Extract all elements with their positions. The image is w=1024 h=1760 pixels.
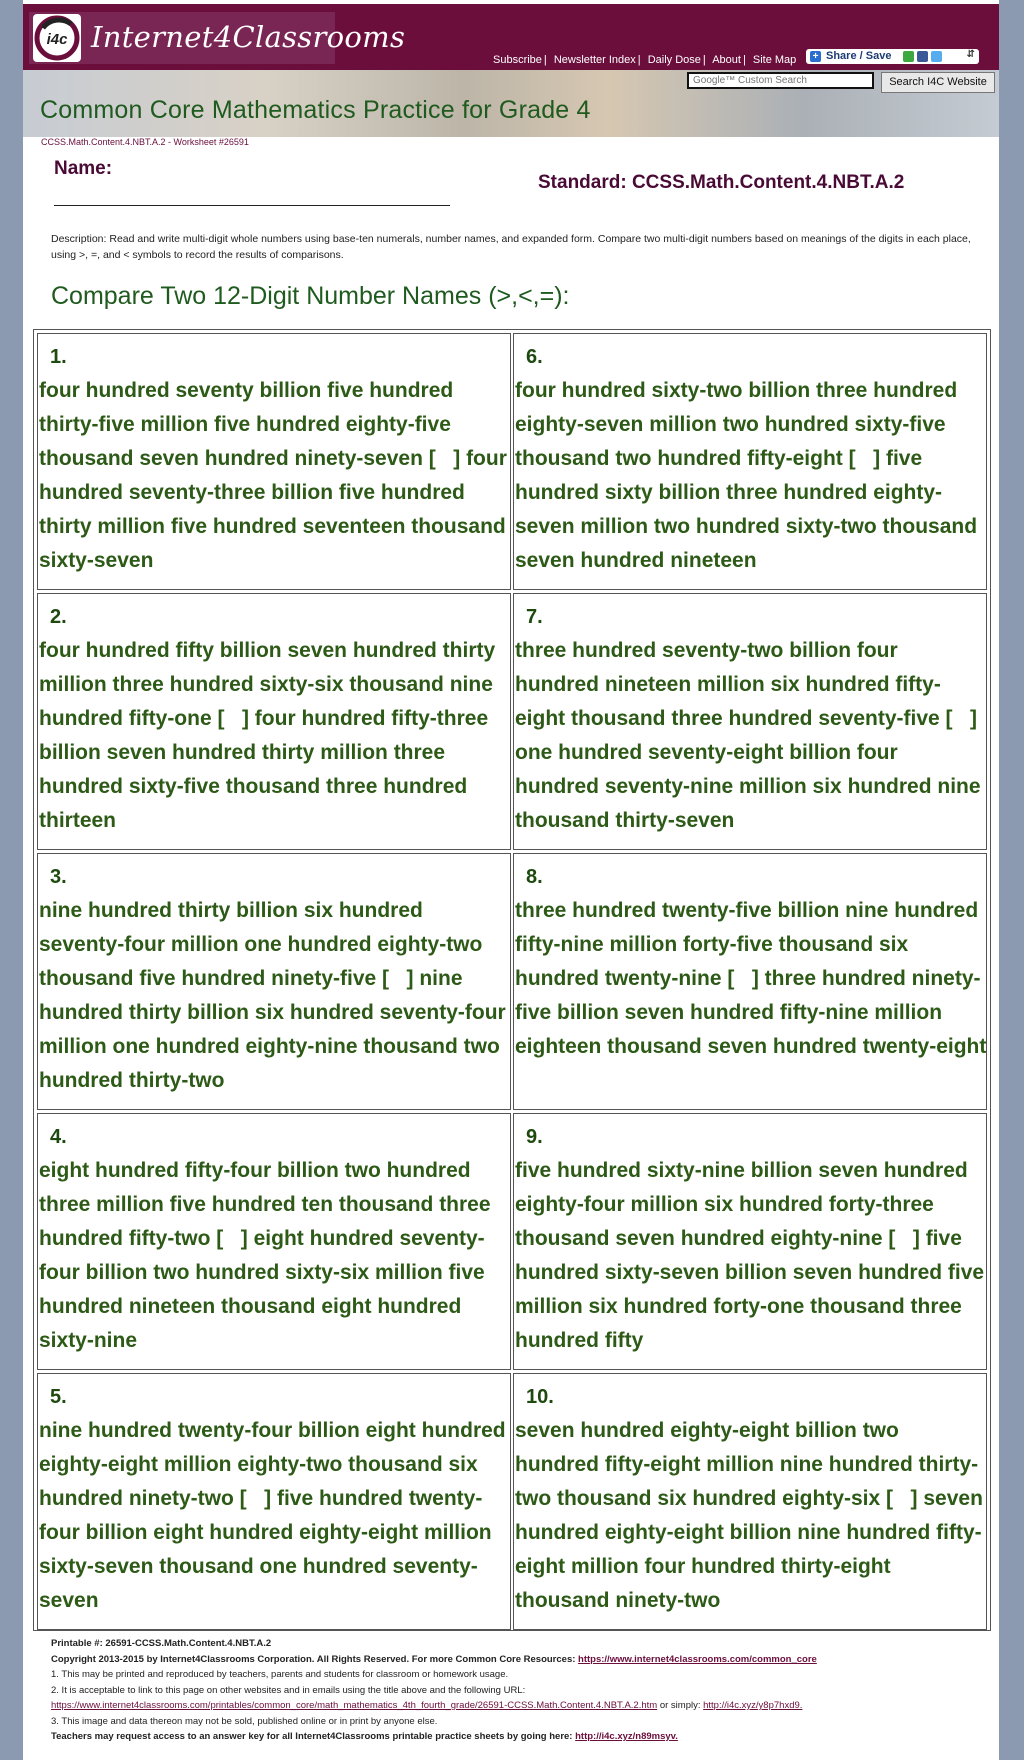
note-2: 2. It is acceptable to link to this page on other websites and in emails using the title above and the following URL: [51, 1684, 526, 1696]
problem-text: nine hundred thirty billion six hundred seventy-four million one hundred eighty-two thousand five hundred ninety-five [ ] nine hundred thirty billion six hundred seventy-four million one hundred eighty-nine thousand two hundred thirty-two [39, 899, 506, 1092]
problem-cell [37, 853, 511, 1110]
problem-text: three hundred twenty-five billion nine hundred fifty-nine million forty-five thousand six hundred twenty-nine [ ] three hundred ninety-five billion seven hundred fifty-nine million eighteen thousand seven hundred twenty-eight [515, 899, 987, 1058]
problem-cell [513, 1113, 987, 1370]
problem-cell [513, 853, 987, 1110]
name-line [54, 205, 450, 206]
problem-cell [513, 1373, 987, 1630]
problem-cell [37, 1113, 511, 1370]
problem-text: three hundred seventy-two billion four hundred nineteen million six hundred fifty-eight thousand three hundred seventy-five [ ] one hundred seventy-eight billion four hundred seventy-nine million six hundred nine thousand thirty-seven [515, 639, 981, 832]
nav-daily-dose[interactable]: Daily Dose [647, 54, 701, 66]
answer-key-line [51, 1729, 991, 1745]
page-banner [23, 70, 999, 137]
problems-table [33, 329, 991, 1631]
share-email-icon [903, 51, 914, 62]
search-input[interactable] [687, 72, 874, 89]
site-logo[interactable] [29, 12, 406, 64]
problem-number: 1. [50, 346, 67, 368]
nav-about[interactable]: About [712, 54, 741, 66]
problem-number: 5. [50, 1386, 67, 1408]
share-save-button[interactable] [806, 49, 979, 64]
common-core-link[interactable]: https://www.internet4classrooms.com/common_core [578, 1653, 817, 1665]
copyright-text: Copyright 2013-2015 by Internet4Classrooms Corporation. All Rights Reserved. For more Common Core Resources: [51, 1653, 576, 1665]
url-line [51, 1698, 991, 1714]
problem-text: five hundred sixty-nine billion seven hundred eighty-four million six hundred forty-three thousand seven hundred eighty-nine [ ] five hundred sixty-seven billion seven hundred five million six hundred forty-one thousand three hundred fifty [515, 1159, 985, 1352]
problem-number: 6. [526, 346, 543, 368]
problem-number: 8. [526, 866, 543, 888]
worksheet-id-line: CCSS.Math.Content.4.NBT.A.2 - Worksheet #26591 [41, 137, 249, 147]
nav-newsletter-index[interactable]: Newsletter Index [553, 54, 636, 66]
problem-number: 4. [50, 1126, 67, 1148]
problem-text: four hundred seventy billion five hundred thirty-five million five hundred eighty-five thousand seven hundred ninety-seven [ ] four hundred seventy-three billion five hundred thirty million five hundred seventeen thousand sixty-seven [39, 379, 507, 572]
problem-cell [513, 593, 987, 850]
logo-badge [33, 14, 81, 62]
answer-key-link[interactable]: http://i4c.xyz/n89msyv. [575, 1731, 678, 1742]
section-title: Compare Two 12-Digit Number Names (>,<,=): [51, 282, 570, 310]
share-save-label: Share / Save [826, 50, 892, 62]
problem-number: 7. [526, 606, 543, 628]
short-url-link[interactable]: http://i4c.xyz/y8p7hxd9. [703, 1700, 803, 1711]
logo-text: Internet4Classrooms [91, 20, 406, 54]
problem-number: 9. [526, 1126, 543, 1148]
top-nav: Subscribe | Newsletter Index | Daily Dose | About | Site Map [493, 54, 797, 66]
site-header [23, 4, 999, 70]
problem-cell [513, 333, 987, 590]
url-or-text: or simply: [659, 1700, 701, 1711]
long-url-link[interactable]: https://www.internet4classrooms.com/printables/common_core/math_mathematics_4th_fourth_grade/26591-CCSS.Math.Content.4.NBT.A.2.htm [51, 1700, 658, 1711]
problem-text: nine hundred twenty-four billion eight hundred eighty-eight million eighty-two thousand six hundred ninety-two [ ] five hundred twenty-four billion eight hundred eighty-eight million sixty-seven thousand one hundred seventy-seven [39, 1419, 506, 1612]
note-1: 1. This may be printed and reproduced by teachers, parents and students for classroom or homework usage. [51, 1669, 509, 1680]
footer [51, 1636, 991, 1745]
facebook-icon [917, 51, 928, 62]
problem-text: four hundred sixty-two billion three hundred eighty-seven million two hundred sixty-five thousand two hundred fifty-eight [ ] five hundred sixty billion three hundred eighty-seven million two hundred sixty-two thousand seven hundred nineteen [515, 379, 978, 572]
name-label: Name: [54, 158, 113, 179]
page-title: Common Core Mathematics Practice for Grade 4 [40, 96, 591, 124]
search-button[interactable]: Search I4C Website [881, 72, 995, 93]
problem-number: 2. [50, 606, 67, 628]
problem-cell [37, 593, 511, 850]
nav-subscribe[interactable]: Subscribe [493, 54, 542, 66]
share-plus-icon: + [810, 51, 821, 62]
page [23, 0, 999, 1760]
twitter-icon [931, 51, 942, 62]
problem-text: seven hundred eighty-eight billion two hundred fifty-eight million nine hundred thirty-two thousand six hundred eighty-six [ ] seven hundred eighty-eight billion nine hundred fifty-eight million four hundred thirty-eight thousand ninety-two [515, 1419, 983, 1612]
problem-number: 3. [50, 866, 67, 888]
logo-badge-icon [33, 14, 81, 62]
description: Description: Read and write multi-digit whole numbers using base-ten numerals, number names, and expanded form. Compare two multi-digit numbers based on meanings of the digits in each place, using >, =, and < symbols to record the results of comparisons. [51, 233, 971, 261]
answer-key-text: Teachers may request access to an answer key for all Internet4Classrooms printable practice sheets by going here: [51, 1731, 573, 1742]
problem-cell [37, 1373, 511, 1630]
copyright-line [51, 1652, 991, 1668]
problem-text: four hundred fifty billion seven hundred thirty million three hundred sixty-six thousand nine hundred fifty-one [ ] four hundred fifty-three billion seven hundred thirty million three hundred sixty-five thousand three hundred thirteen [39, 639, 496, 832]
standard-label: Standard: CCSS.Math.Content.4.NBT.A.2 [538, 172, 905, 193]
note-3: 3. This image and data thereon may not be sold, published online or in print by anyone else. [51, 1715, 438, 1727]
nav-site-map[interactable]: Site Map [752, 54, 797, 66]
problem-text: eight hundred fifty-four billion two hundred three million five hundred ten thousand three hundred fifty-two [ ] eight hundred seventy-four billion two hundred sixty-six million five hundred nineteen thousand eight hundred sixty-nine [39, 1159, 491, 1352]
problem-number: 10. [526, 1386, 554, 1408]
logo-badge-text: i4c [46, 31, 68, 48]
printable-number: Printable #: 26591-CCSS.Math.Content.4.NBT.A.2 [51, 1638, 272, 1649]
chevron-down-icon: ⇵ [966, 49, 975, 60]
problem-cell [37, 333, 511, 590]
